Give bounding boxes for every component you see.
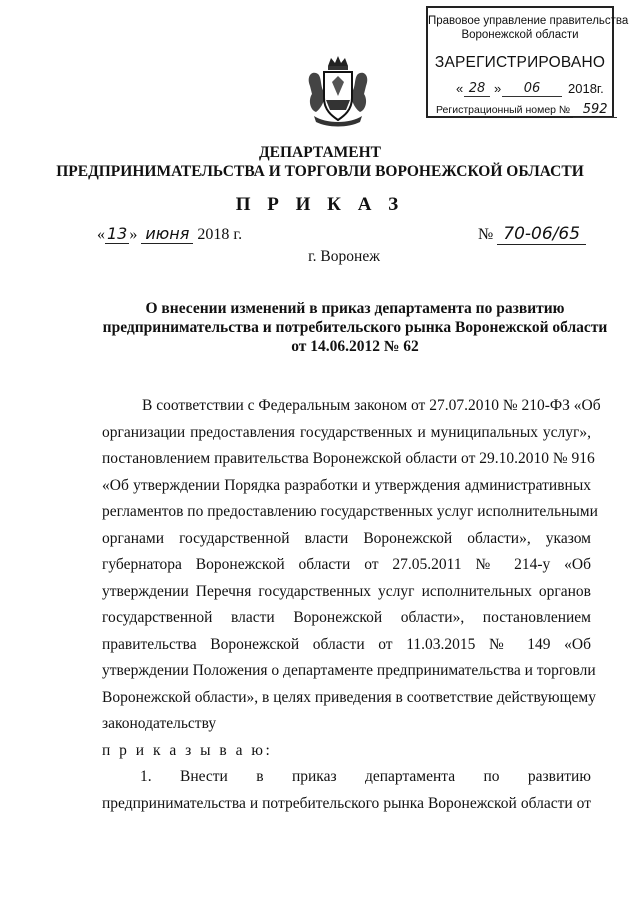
order-subject bbox=[0, 299, 640, 356]
order-city: г. Воронеж bbox=[308, 248, 380, 265]
stamp-org-line-2: Воронежской области bbox=[461, 29, 579, 41]
registration-stamp bbox=[426, 6, 629, 118]
item-1-word: 1. bbox=[140, 768, 152, 785]
item-1-word: в bbox=[256, 768, 264, 785]
stamp-quote-close: » bbox=[494, 81, 502, 96]
item-1-line-2: предпринимательства и потребительского рынка Воронежской области от bbox=[102, 794, 591, 812]
body-line: законодательству bbox=[102, 715, 217, 732]
order-number bbox=[478, 224, 586, 245]
stamp-reg-number: 592 bbox=[573, 102, 617, 118]
stamp-quote-open: « bbox=[456, 81, 464, 96]
stamp-year: 2018г. bbox=[568, 81, 604, 96]
date-quote-open: « bbox=[97, 226, 105, 243]
stamp-reg-label: Регистрационный номер № bbox=[436, 104, 571, 116]
date-quote-close: » bbox=[129, 226, 138, 243]
subject-line-3: от 14.06.2012 № 62 bbox=[291, 338, 419, 355]
prikazyvayu: п р и к а з ы в а ю: bbox=[102, 741, 273, 759]
item-1-word: Внести bbox=[180, 768, 228, 785]
body-line: губернатора Воронежской области от 27.05.2011 № 214-у «Об bbox=[102, 556, 591, 573]
body-line: «Об утверждении Порядка разработки и утверждения административных bbox=[102, 476, 591, 494]
date-month: июня bbox=[141, 224, 193, 244]
body-line: регламентов по предоставлению государственных услуг исполнительными bbox=[102, 503, 598, 520]
stamp-day: 28 bbox=[464, 81, 490, 97]
stamp-registration bbox=[436, 102, 617, 118]
body-line: правительства Воронежской области от 11.03.2015 № 149 «Об bbox=[102, 635, 591, 653]
order-date bbox=[97, 224, 242, 244]
body-line: постановлением правительства Воронежской области от 29.10.2010 № 916 bbox=[102, 450, 595, 467]
body-line: утверждении Перечня государственных услуг исполнительных органов bbox=[102, 582, 591, 600]
item-1-word: департамента bbox=[364, 768, 456, 785]
body-line: Воронежской области», в целях приведения в соответствие действующему bbox=[102, 688, 596, 706]
order-body bbox=[102, 393, 601, 817]
department-heading-line-1: ДЕПАРТАМЕНТ bbox=[258, 144, 382, 161]
item-1-word: развитию bbox=[527, 768, 591, 785]
stamp-date bbox=[456, 81, 606, 97]
date-year: 2018 г. bbox=[197, 226, 243, 243]
stamp-org-line-1: Правовое управление правительства bbox=[428, 15, 629, 27]
item-1-word: приказ bbox=[291, 768, 337, 785]
department-heading-line-2: ПРЕДПРИНИМАТЕЛЬСТВА И ТОРГОВЛИ ВОРОНЕЖСКОЙ ОБЛАСТИ bbox=[56, 163, 584, 180]
body-line: В соответствии с Федеральным законом от 27.07.2010 № 210-ФЗ «Об bbox=[142, 397, 601, 414]
stamp-month: 06 bbox=[502, 81, 562, 97]
item-1-line-1 bbox=[102, 764, 591, 791]
coat-of-arms-icon bbox=[302, 52, 374, 128]
subject-line-1: О внесении изменений в приказ департамента по развитию bbox=[145, 300, 565, 317]
stamp-organization bbox=[428, 14, 629, 42]
date-day: 13 bbox=[107, 224, 128, 243]
item-1-word: по bbox=[483, 768, 500, 785]
body-line: государственной власти Воронежской области», постановлением bbox=[102, 609, 591, 626]
body-line: утверждении Положения о департаменте предпринимательства и торговли bbox=[102, 662, 596, 679]
subject-line-2: предпринимательства и потребительского рынка Воронежской области bbox=[102, 319, 608, 336]
order-title: П Р И К А З bbox=[235, 194, 405, 215]
body-line: организации предоставления государственных и муниципальных услуг», bbox=[102, 423, 591, 441]
order-number-label: № bbox=[478, 226, 494, 243]
body-line: органами государственной власти Воронежской области», указом bbox=[102, 529, 591, 547]
order-number-value: 70-06/65 bbox=[497, 224, 586, 245]
stamp-title: ЗАРЕГИСТРИРОВАНО bbox=[434, 54, 606, 71]
